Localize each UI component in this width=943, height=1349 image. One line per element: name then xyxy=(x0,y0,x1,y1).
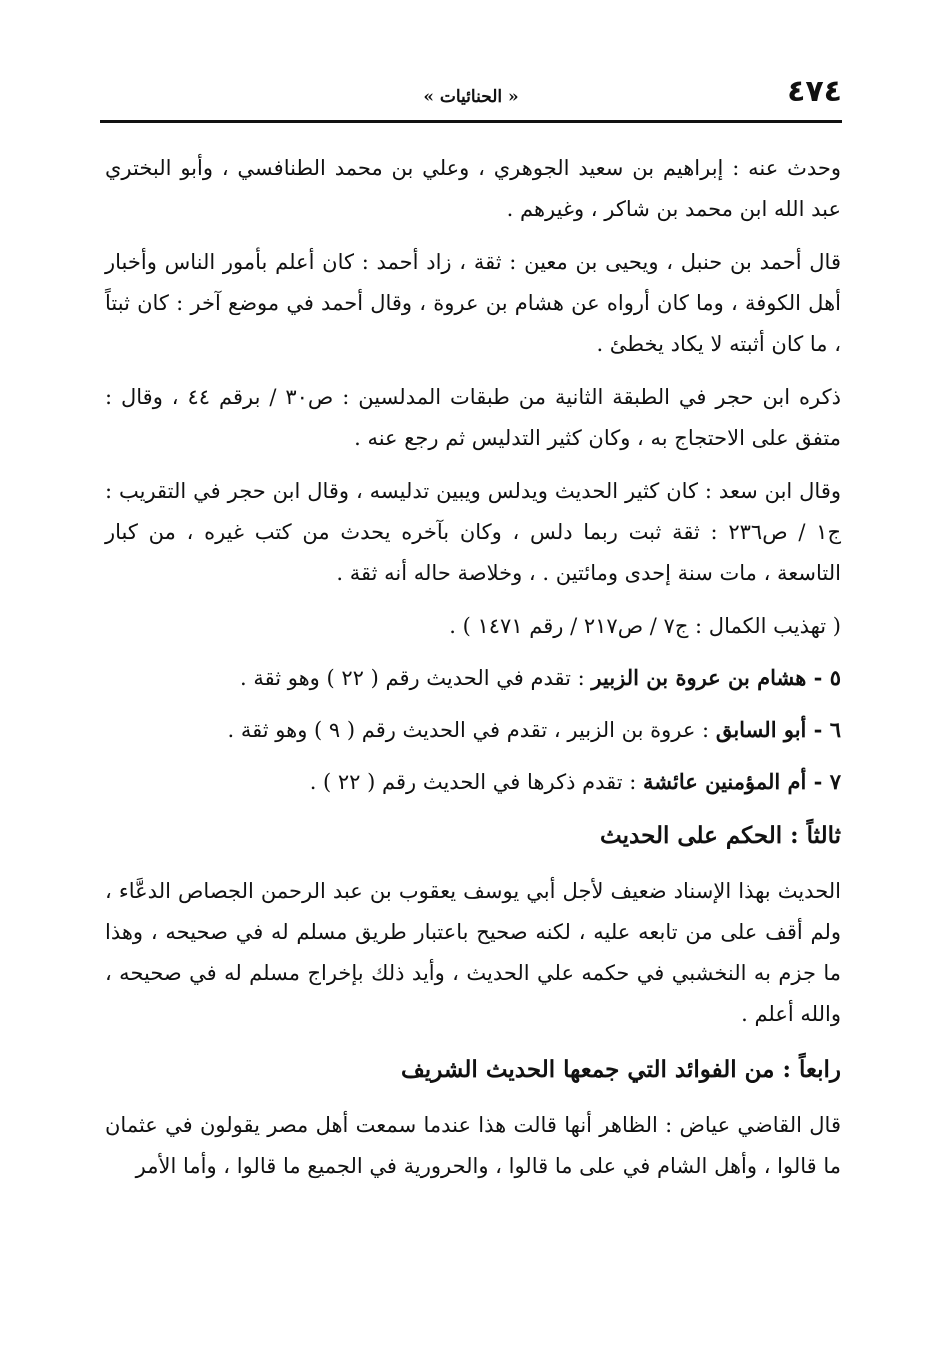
narrator-name: ٧ - أم المؤمنين عائشة xyxy=(643,769,841,794)
narrator-name: ٦ - أبو السابق xyxy=(715,717,841,742)
section-heading-ruling: ثالثاً : الحكم على الحديث xyxy=(600,822,841,849)
paragraph-benefits: قال القاضي عياض : الظاهر أنها قالت هذا عندما سمعت أهل مصر يقولون في عثمان ما قالوا ، وأهل الشام في على ما قالوا ، والحرورية في الجميع ما قالوا ، وأما الأمر xyxy=(105,1113,841,1178)
narrator-item xyxy=(105,657,841,699)
running-title: « الحنائيات » xyxy=(423,87,519,107)
paragraph-ahmad-opinion: قال أحمد بن حنبل ، ويحيى بن معين : ثقة ، زاد أحمد : كان أعلم بأمور الناس وأخبار أهل الكوفة ، وما كان أرواه عن هشام بن عروة ، وقال أحمد في موضع آخر : كان ثبتاً ، ما كان أثبته لا يكاد يخطئ . xyxy=(105,250,841,356)
narrator-text: : تقدم في الحديث رقم ( ٢٢ ) وهو ثقة . xyxy=(240,666,592,690)
narrator-item xyxy=(105,761,841,803)
page-header xyxy=(100,70,842,118)
paragraph-ibn-saad: وقال ابن سعد : كان كثير الحديث ويدلس ويبين تدليسه ، وقال ابن حجر في التقريب : ج١ / ص٢٣٦ : ثقة ثبت ربما دلس ، وكان بآخره يحدث من كتب غيره ، من كبار التاسعة ، مات سنة إحدى ومائتين . ، وخلاصة حاله أنه ثقة . xyxy=(105,479,841,585)
paragraph-tahdhib-reference: ( تهذيب الكمال : ج٧ / ص٢١٧ / رقم ١٤٧١ ) . xyxy=(449,614,841,638)
section-heading-benefits: رابعاً : من الفوائد التي جمعها الحديث الشريف xyxy=(401,1056,841,1083)
header-rule xyxy=(100,120,842,123)
narrator-name: ٥ - هشام بن عروة بن الزبير xyxy=(591,665,841,690)
page-number: ٤٧٤ xyxy=(787,74,842,109)
paragraph-ibn-hajar-mudallisin: ذكره ابن حجر في الطبقة الثانية من طبقات المدلسين : ص٣٠ / برقم ٤٤ ، وقال : متفق على الاحتجاج به ، وكان كثير التدليس ثم رجع عنه . xyxy=(105,385,841,450)
narrator-item xyxy=(105,709,841,751)
narrator-text: : تقدم ذكرها في الحديث رقم ( ٢٢ ) . xyxy=(309,770,644,794)
paragraph-students: وحدث عنه : إبراهيم بن سعيد الجوهري ، وعلي بن محمد الطنافسي ، وأبو البختري عبد الله ابن محمد بن شاكر ، وغيرهم . xyxy=(105,156,841,221)
paragraph-ruling: الحديث بهذا الإسناد ضعيف لأجل أبي يوسف يعقوب بن عبد الرحمن الجصاص الدعَّاء ، ولم أقف على من تابعه عليه ، لكنه صحيح باعتبار طريق مسلم له في صحيحه ، وهذا ما جزم به النخشبي في حكمه علي الحديث ، وأيد ذلك بإخراج مسلم له في صحيحه ، والله أعلم . xyxy=(105,879,841,1026)
body-text xyxy=(105,148,841,1199)
narrator-text: : عروة بن الزبير ، تقدم في الحديث رقم ( ٩ ) وهو ثقة . xyxy=(227,718,716,742)
